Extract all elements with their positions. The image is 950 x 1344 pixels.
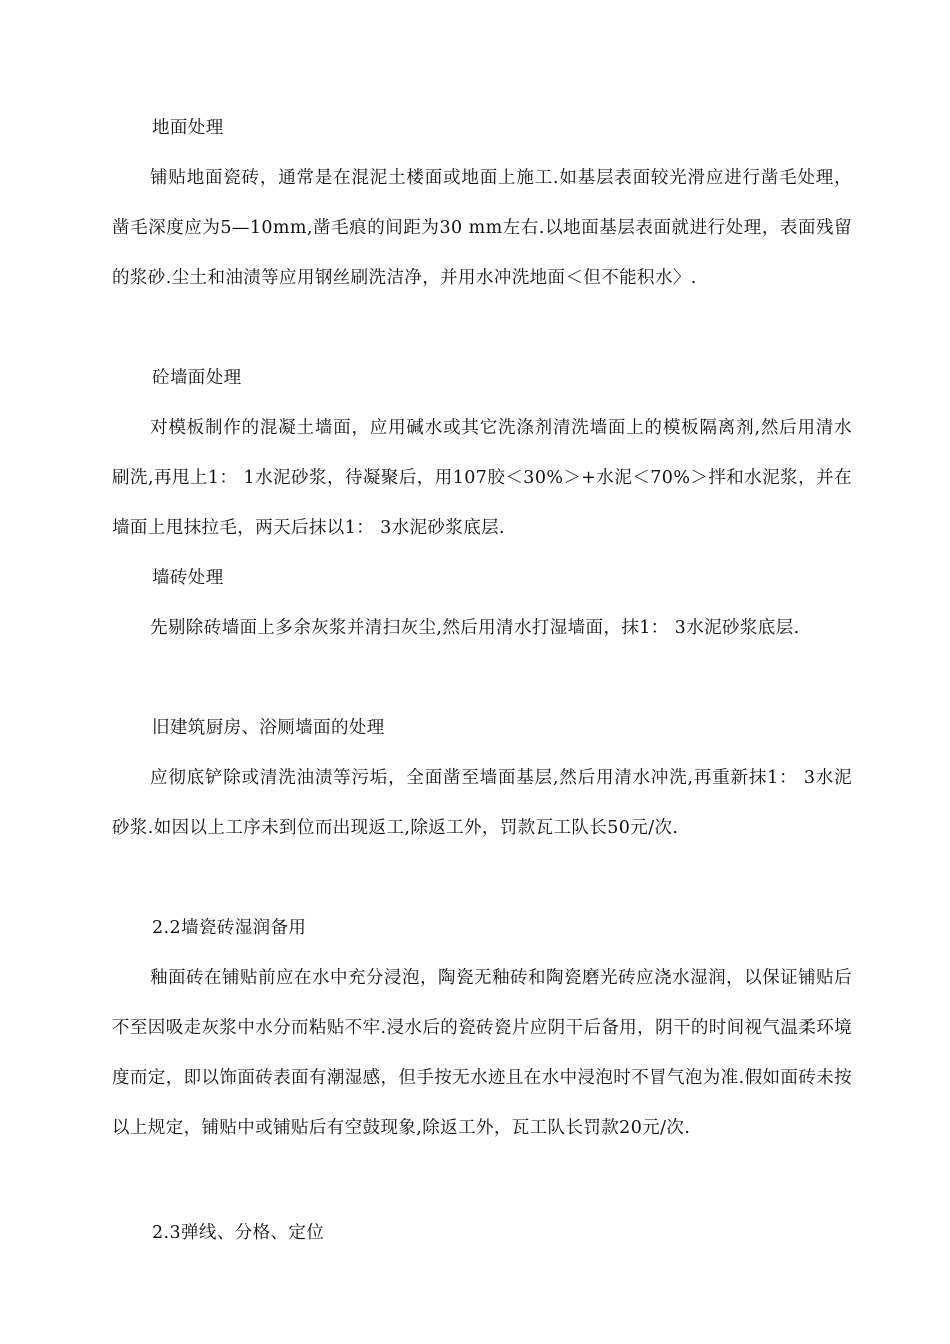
paragraph-ground-treatment: 铺贴地面瓷砖，通常是在混泥土楼面或地面上施工.如基层表面较光滑应进行凿毛处理，凿毛深度应为5—10mm,凿毛痕的间距为30 mm左右.以地面基层表面就进行处理，表面残留的浆砂.尘土和油渍等应用钢丝刷洗洁净，并用水冲洗地面＜但不能积水〉. <box>112 168 852 288</box>
section-heading-concrete-wall: 砼墙面处理 <box>152 368 242 388</box>
section-heading-ground: 地面处理 <box>152 118 224 138</box>
section-heading-old-kitchen-bath: 旧建筑厨房、浴厕墙面的处理 <box>152 718 385 738</box>
paragraph-old-kitchen-bath: 应彻底铲除或清洗油渍等污垢，全面凿至墙面基层,然后用清水冲洗,再重新抹1： 3水泥砂浆.如因以上工序未到位而出现返工,除返工外，罚款瓦工队长50元/次. <box>112 768 852 838</box>
section-heading-2-2: 2.2墙瓷砖湿润备用 <box>152 918 307 938</box>
paragraph-concrete-wall: 对模板制作的混凝土墙面，应用碱水或其它洗涤剂清洗墙面上的模板隔离剂,然后用清水刷洗,再甩上1： 1水泥砂浆，待凝聚后，用107胶＜30%＞+水泥＜70%＞拌和水泥浆，并在墙面上甩抹拉毛，两天后抹以1： 3水泥砂浆底层. <box>112 418 852 538</box>
section-heading-brick-wall: 墙砖处理 <box>152 568 224 588</box>
paragraph-2-2: 釉面砖在铺贴前应在水中充分浸泡，陶瓷无釉砖和陶瓷磨光砖应浇水湿润，以保证铺贴后不至因吸走灰浆中水分而粘贴不牢.浸水后的瓷砖瓷片应阴干后备用，阴干的时间视气温柔环境度而定，即以饰面砖表面有潮湿感，但手按无水迹且在水中浸泡时不冒气泡为准.假如面砖未按以上规定，铺贴中或铺贴后有空鼓现象,除返工外，瓦工队长罚款20元/次. <box>112 968 852 1138</box>
section-heading-2-3: 2.3弹线、分格、定位 <box>152 1223 325 1243</box>
paragraph-brick-wall: 先剔除砖墙面上多余灰浆并清扫灰尘,然后用清水打湿墙面，抹1： 3水泥砂浆底层. <box>150 618 800 638</box>
